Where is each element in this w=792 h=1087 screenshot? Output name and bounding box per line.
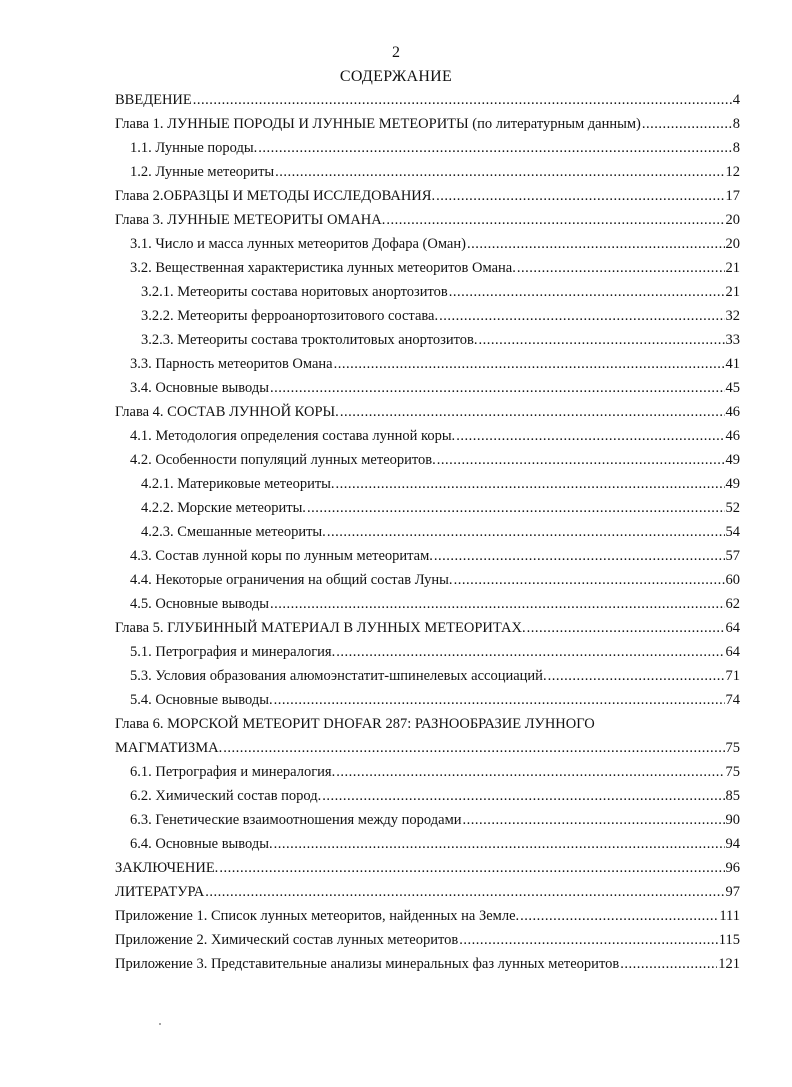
toc-entry-3-3[interactable]: 3.3. Парность метеоритов Омана ..... 41 bbox=[115, 356, 740, 378]
toc-entry-4-3[interactable]: 4.3. Состав лунной коры по лунным метеоритам. ..... 57 bbox=[115, 548, 740, 570]
toc-entry-introduction[interactable]: ВВЕДЕНИЕ ..... 4 bbox=[115, 92, 740, 114]
toc-entry-5-1[interactable]: 5.1. Петрография и минералогия. ..... 64 bbox=[115, 644, 740, 666]
toc-entry-chapter-6[interactable]: МАГМАТИЗМА. ..... 75 bbox=[115, 740, 740, 762]
toc-entry-3-2-2[interactable]: 3.2.2. Метеориты ферроанортозитового состава. ..... 32 bbox=[115, 308, 740, 330]
toc-entry-6-3[interactable]: 6.3. Генетические взаимоотношения между породами ..... 90 bbox=[115, 812, 740, 834]
toc-entry-1-1[interactable]: 1.1. Лунные породы. ..... 8 bbox=[115, 140, 740, 162]
toc-entry-4-2-3[interactable]: 4.2.3. Смешанные метеориты. ..... 54 bbox=[115, 524, 740, 546]
toc-entry-6-1[interactable]: 6.1. Петрография и минералогия. ..... 75 bbox=[115, 764, 740, 786]
toc-entry-3-2-1[interactable]: 3.2.1. Метеориты состава норитовых анортозитов ..... 21 bbox=[115, 284, 740, 306]
toc-entry-3-2-3[interactable]: 3.2.3. Метеориты состава троктолитовых анортозитов. ..... 33 bbox=[115, 332, 740, 354]
toc-entry-3-2[interactable]: 3.2. Вещественная характеристика лунных метеоритов Омана. ..... 21 bbox=[115, 260, 740, 282]
toc-entry-literature[interactable]: ЛИТЕРАТУРА ..... 97 bbox=[115, 884, 740, 906]
page-number: 2 bbox=[392, 44, 400, 61]
toc-entry-3-1[interactable]: 3.1. Число и масса лунных метеоритов Дофара (Оман) ..... 20 bbox=[115, 236, 740, 258]
toc-entry-appendix-3[interactable]: Приложение 3. Представительные анализы минеральных фаз лунных метеоритов ..... 121 bbox=[115, 956, 740, 978]
toc-entry-chapter-4[interactable]: Глава 4. СОСТАВ ЛУННОЙ КОРЫ. ..... 46 bbox=[115, 404, 740, 426]
toc-entry-4-4[interactable]: 4.4. Некоторые ограничения на общий состав Луны. ..... 60 bbox=[115, 572, 740, 594]
toc-title: СОДЕРЖАНИЕ bbox=[339, 68, 453, 85]
toc-entry-chapter-1[interactable]: Глава 1. ЛУННЫЕ ПОРОДЫ И ЛУННЫЕ МЕТЕОРИТЫ (по литературным данным) ..... 8 bbox=[115, 116, 740, 138]
scan-speck bbox=[159, 1023, 161, 1025]
toc-entry-chapter-5[interactable]: Глава 5. ГЛУБИННЫЙ МАТЕРИАЛ В ЛУННЫХ МЕТЕОРИТАХ. ..... 64 bbox=[115, 620, 740, 642]
toc-entry-4-2-2[interactable]: 4.2.2. Морские метеориты. ..... 52 bbox=[115, 500, 740, 522]
toc-entry-5-4[interactable]: 5.4. Основные выводы. ..... 74 bbox=[115, 692, 740, 714]
toc-entry-3-4[interactable]: 3.4. Основные выводы ..... 45 bbox=[115, 380, 740, 402]
toc-entry-chapter-2[interactable]: Глава 2.ОБРАЗЦЫ И МЕТОДЫ ИССЛЕДОВАНИЯ. ..... 17 bbox=[115, 188, 740, 210]
toc-entry-5-3[interactable]: 5.3. Условия образования алюмоэнстатит-шпинелевых ассоциаций. ..... 71 bbox=[115, 668, 740, 690]
toc-entry-6-2[interactable]: 6.2. Химический состав пород. ..... 85 bbox=[115, 788, 740, 810]
toc-entry-4-5[interactable]: 4.5. Основные выводы ..... 62 bbox=[115, 596, 740, 618]
toc-entry-1-2[interactable]: 1.2. Лунные метеориты ..... 12 bbox=[115, 164, 740, 186]
toc-entry-4-2[interactable]: 4.2. Особенности популяций лунных метеоритов. ..... 49 bbox=[115, 452, 740, 474]
toc-entry-chapter-6-line1[interactable]: Глава 6. МОРСКОЙ МЕТЕОРИТ DHOFAR 287: РАЗНООБРАЗИЕ ЛУННОГО bbox=[115, 716, 595, 732]
toc-entry-appendix-2[interactable]: Приложение 2. Химический состав лунных метеоритов ..... 115 bbox=[115, 932, 740, 954]
toc-entry-4-1[interactable]: 4.1. Методология определения состава лунной коры. ..... 46 bbox=[115, 428, 740, 450]
toc-entry-4-2-1[interactable]: 4.2.1. Материковые метеориты. ..... 49 bbox=[115, 476, 740, 498]
toc-entry-appendix-1[interactable]: Приложение 1. Список лунных метеоритов, найденных на Земле. ..... 111 bbox=[115, 908, 740, 930]
toc-entry-conclusion[interactable]: ЗАКЛЮЧЕНИЕ. ..... 96 bbox=[115, 860, 740, 882]
toc-entry-6-4[interactable]: 6.4. Основные выводы. ..... 94 bbox=[115, 836, 740, 858]
toc-entry-chapter-3[interactable]: Глава 3. ЛУННЫЕ МЕТЕОРИТЫ ОМАНА. ..... 20 bbox=[115, 212, 740, 234]
